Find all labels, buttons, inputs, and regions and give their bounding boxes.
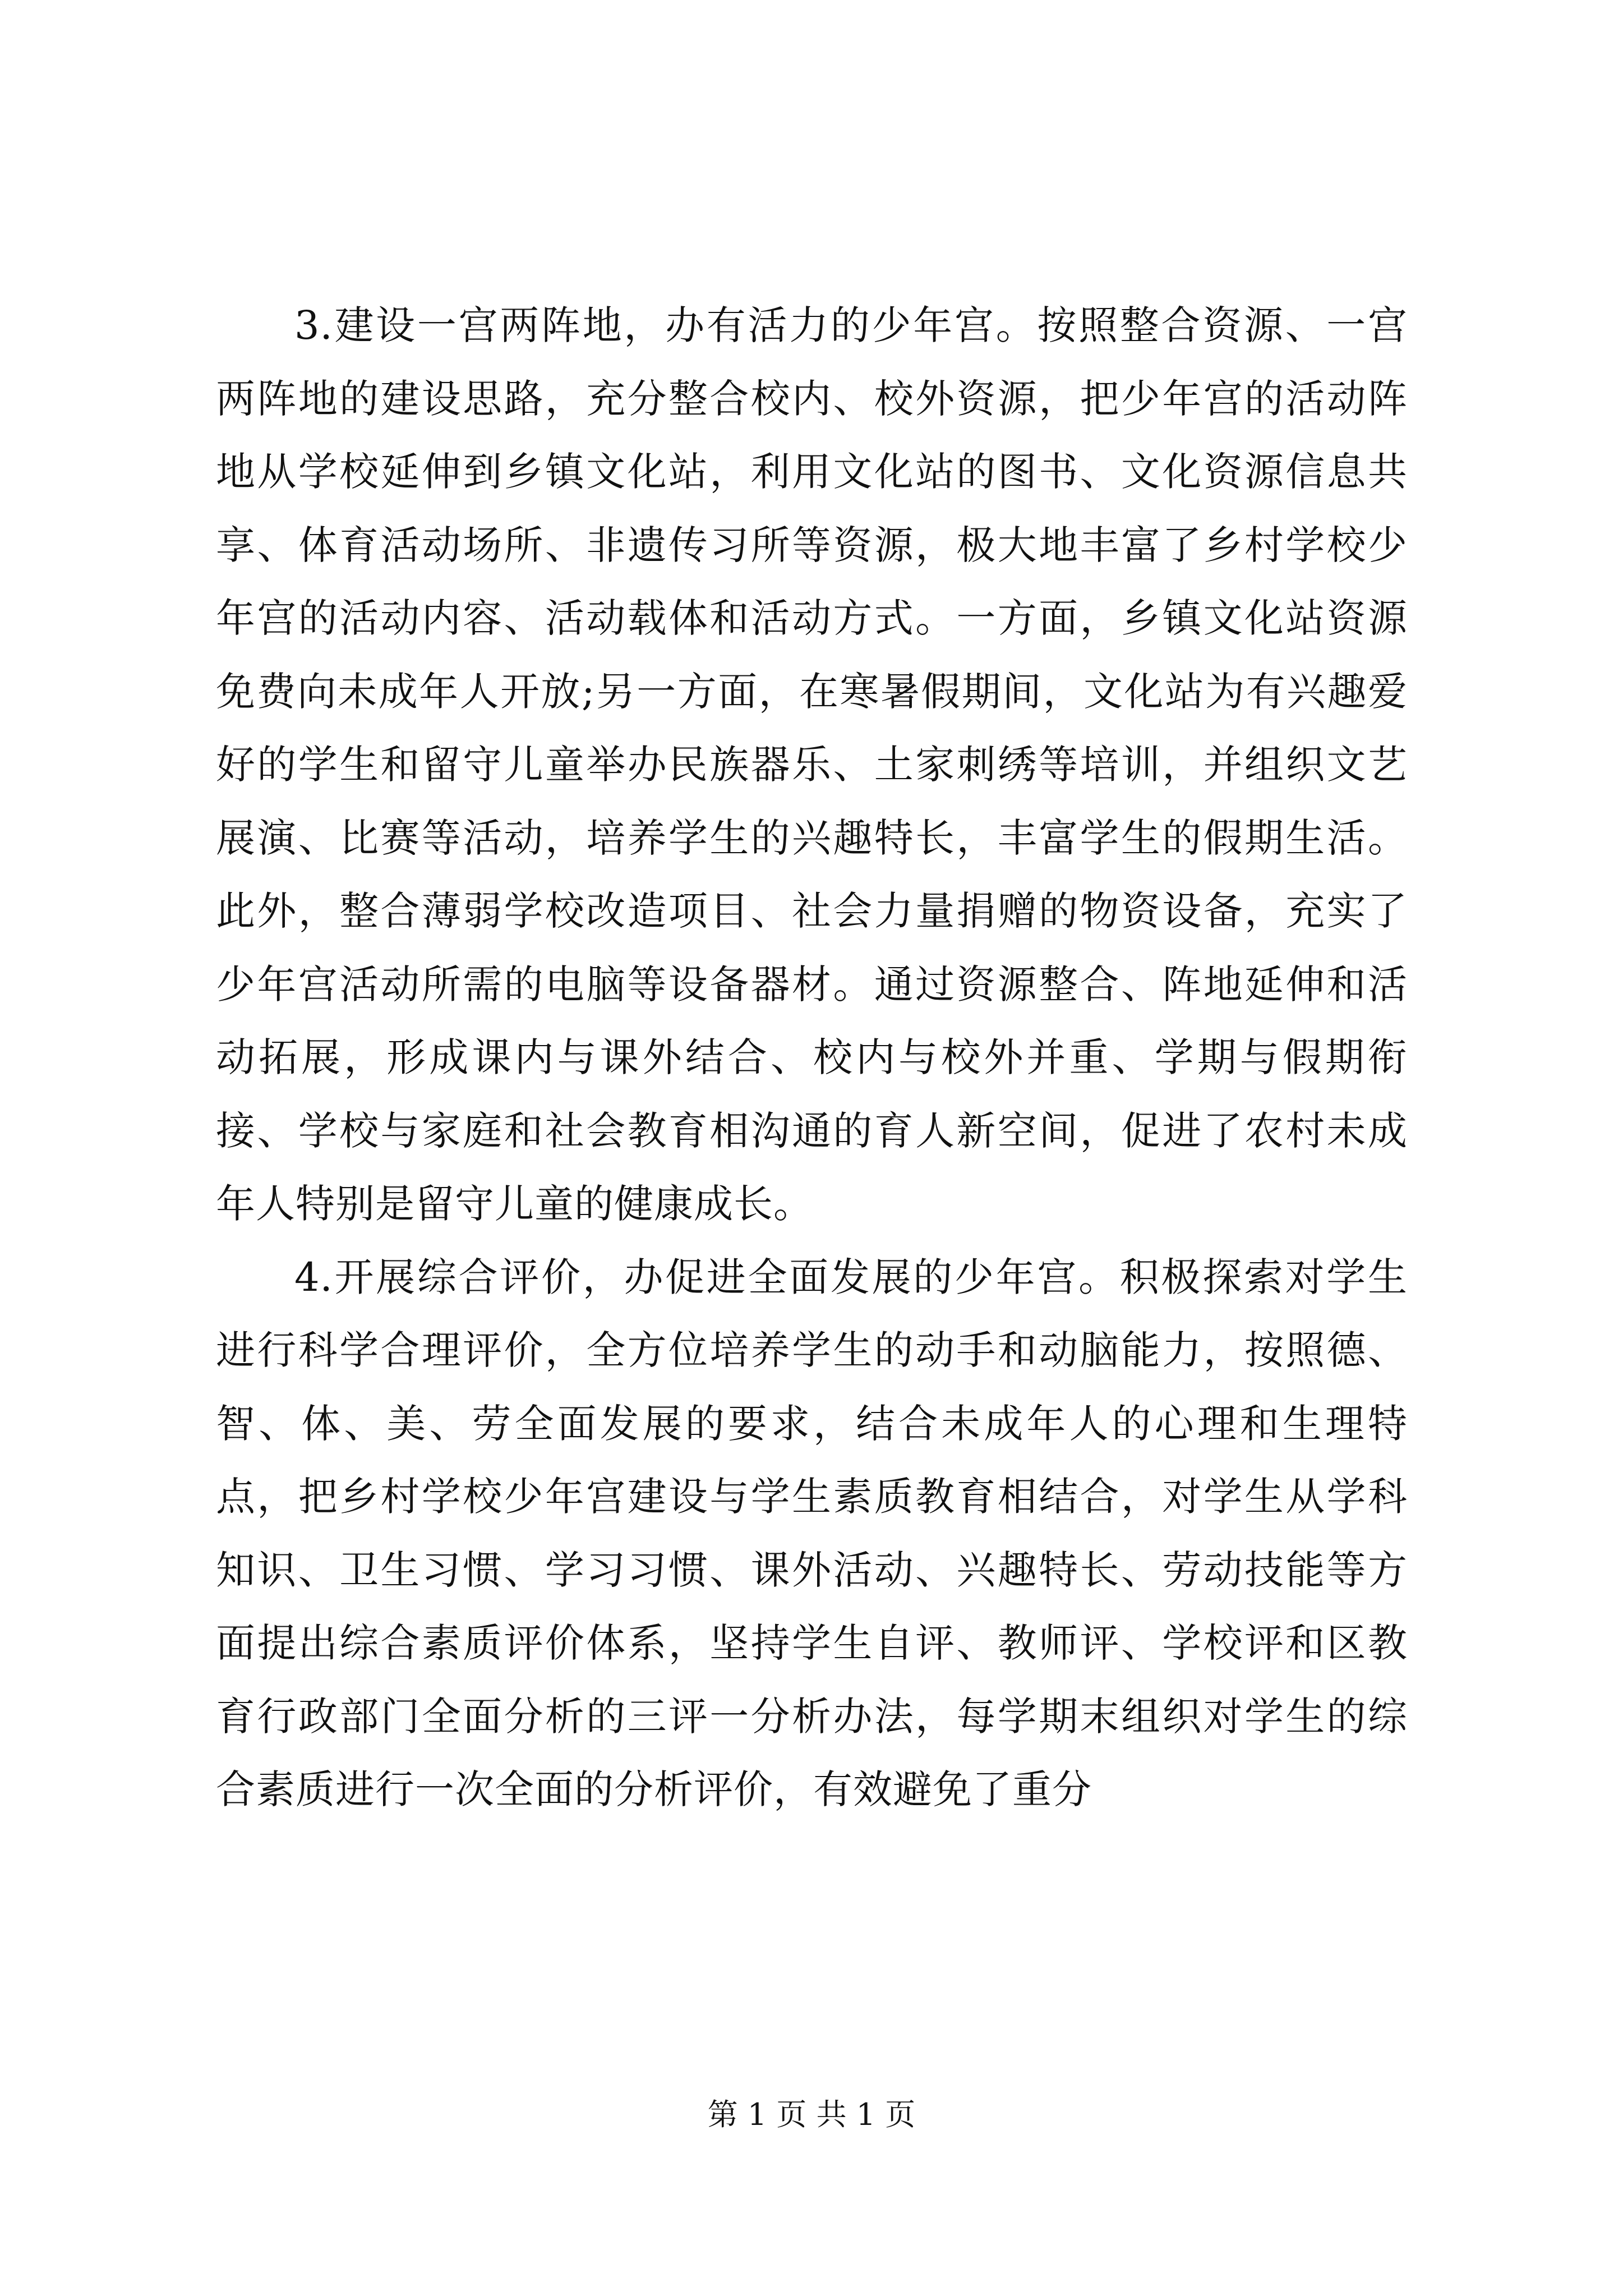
paragraph-4-comprehensive-evaluation: 4.开展综合评价，办促进全面发展的少年宫。积极探索对学生进行科学合理评价，全方位培养学生的动手和动脑能力，按照德、智、体、美、劳全面发展的要求，结合未成年人的心理和生理特点，把乡村学校少年宫建设与学生素质教育相结合，对学生从学科知识、卫生习惯、学习习惯、课外活动、兴趣特长、劳动技能等方面提出综合素质评价体系，坚持学生自评、教师评、学校评和区教育行政部门全面分析的三评一分析办法，每学期末组织对学生的综合素质进行一次全面的分析评价，有效避免了重分 <box>216 1254 1408 1812</box>
paragraph-3-youth-palace-resources: 3.建设一宫两阵地，办有活力的少年宫。按照整合资源、一宫两阵地的建设思路，充分整合校内、校外资源，把少年宫的活动阵地从学校延伸到乡镇文化站，利用文化站的图书、文化资源信息共享、体育活动场所、非遗传习所等资源，极大地丰富了乡村学校少年宫的活动内容、活动载体和活动方式。一方面，乡镇文化站资源免费向未成年人开放;另一方面，在寒暑假期间，文化站为有兴趣爱好的学生和留守儿童举办民族器乐、土家刺绣等培训，并组织文艺展演、比赛等活动，培养学生的兴趣特长，丰富学生的假期生活。此外，整合薄弱学校改造项目、社会力量捐赠的物资设备，充实了少年宫活动所需的电脑等设备器材。通过资源整合、阵地延伸和活动拓展，形成课内与课外结合、校内与校外并重、学期与假期衔接、学校与家庭和社会教育相沟通的育人新空间，促进了农村未成年人特别是留守儿童的健康成长。 <box>216 302 1408 1227</box>
page-number-footer: 第 1 页 共 1 页 <box>707 2097 916 2132</box>
document-body <box>216 289 1408 1826</box>
